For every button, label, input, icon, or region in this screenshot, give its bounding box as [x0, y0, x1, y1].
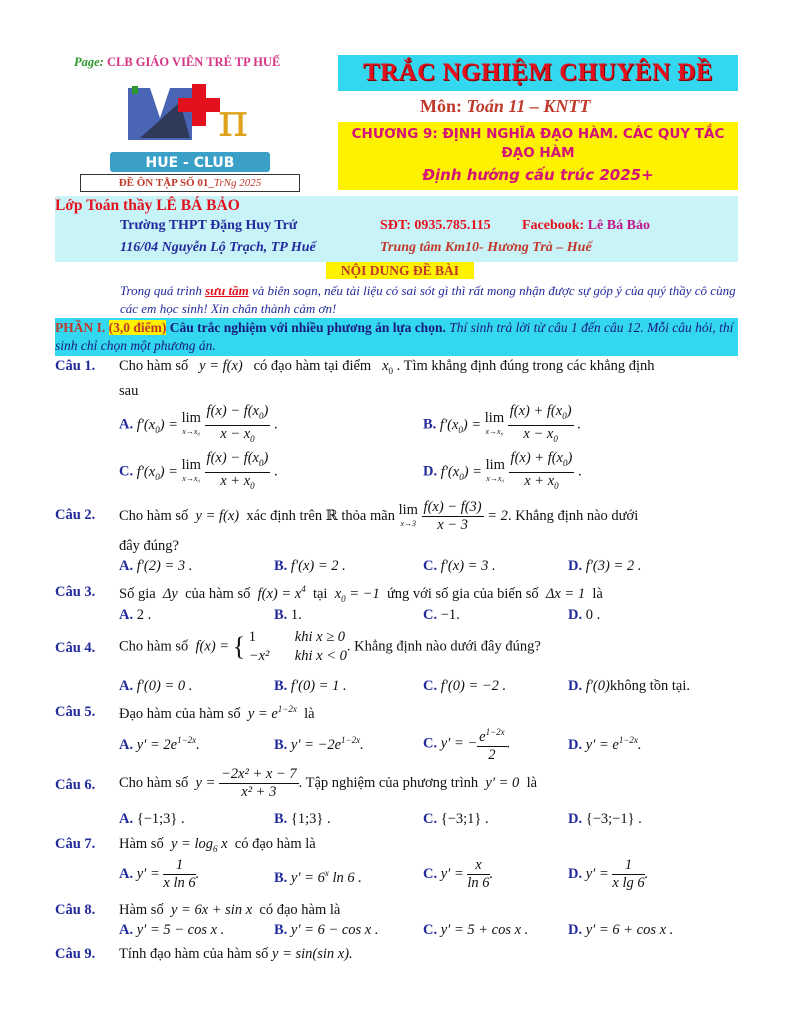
phone-number: SĐT: 0935.785.115 [380, 218, 491, 233]
question-text: Số gia Δy của hàm số $f(x) = x^4$ tại $x_0 = -1$ ứng với số gia của biến số Δx = 1 là [119, 584, 603, 604]
answer-option[interactable]: C. y′ = − $\frac{e^{1-2x}}{2}$ . [423, 724, 510, 764]
answer-option[interactable]: C. f′(0) = −2 . [423, 678, 507, 694]
subject-name: Toán 11 – KNTT [466, 96, 591, 116]
question-text: Cho hàm số f(x) = { 1 khi x ≥ 0 −x² khi x < 0 . Khẳng định nào dưới đây đúng? [119, 629, 541, 664]
answer-option[interactable]: B. f′(0) = 1 . [274, 678, 347, 694]
answer-option[interactable]: B. {1;3} . [274, 811, 331, 827]
answer-option[interactable]: D. f′(3) = 2 . [568, 558, 642, 574]
answer-option[interactable]: A. 2 . [119, 607, 152, 623]
page-prefix: Page: [74, 55, 104, 69]
part-one-header [55, 318, 738, 356]
question-number: Câu 5. [55, 704, 96, 720]
intro-after: và biên soạn, nếu tài liệu có sai sót gì thì rất mong nhận được sự góp ý của quý thầy cô cùng các em học sinh! Xin chân thành cảm ơn! [120, 283, 736, 316]
exam-author: TrNg 2025 [213, 177, 262, 189]
answer-option[interactable]: C. {−3;1} . [423, 811, 489, 827]
question-text-cont: đây đúng? [119, 538, 179, 554]
answer-option[interactable]: A. $f'(x_0) = \lim$ x→x₀ $\frac{f(x) - f(x_0)}{x - x_0}$ . [119, 403, 278, 444]
answer-option[interactable]: A. y′ = $\frac{1}{\text{x ln 6}}$ . [119, 857, 200, 891]
answer-option[interactable]: A. f′(0) = 0 . [119, 678, 193, 694]
answer-option[interactable]: C. y′ = 5 + cos x . [423, 922, 529, 938]
question-text: Cho hàm số y = f(x) xác định trên ℝ thỏa mãn lim x→3 $\frac{f(x) - f(3)}{x - 3}$ = 2. Khẳng định nào dưới [119, 499, 639, 533]
question-number: Câu 6. [55, 777, 96, 793]
answer-option[interactable]: A. $y' = 2e^{1-2x}$. [119, 735, 200, 753]
content-title: NỘI DUNG ĐỀ BÀI [326, 262, 474, 279]
question-text: Cho hàm số y = f(x) có đạo hàm tại điểm $x_0$ . Tìm khẳng định đúng trong các khẳng định [119, 358, 655, 376]
question-text: Hàm số $y = \log_6 x$ có đạo hàm là [119, 836, 316, 854]
logo-text: HUE - CLUB [145, 155, 235, 171]
answer-option[interactable]: B. 1. [274, 607, 302, 623]
page-label [74, 55, 280, 70]
answer-option[interactable]: B. f′(x) = 2 . [274, 558, 346, 574]
learning-center: Trung tâm Km10- Hương Trà – Huế [380, 240, 592, 255]
teacher-name: Lớp Toán thầy LÊ BÁ BẢO [55, 197, 240, 214]
question-number: Câu 1. [55, 358, 96, 374]
intro-paragraph [120, 282, 738, 318]
answer-option[interactable]: D. 0 . [568, 607, 601, 623]
question-number: Câu 8. [55, 902, 96, 918]
answer-option[interactable]: B. $y' = 6^x$ ln 6 . [274, 868, 362, 886]
answer-option[interactable]: D. f′(0)không tồn tại. [568, 678, 690, 694]
part-score: (3,0 điểm) [108, 320, 167, 335]
question-number: Câu 2. [55, 507, 96, 523]
facebook-info [522, 218, 650, 234]
chapter-title: CHƯƠNG 9: ĐỊNH NGHĨA ĐẠO HÀM. CÁC QUY TẮC ĐẠO HÀM [351, 126, 725, 161]
facebook-label: Facebook: [522, 218, 585, 233]
answer-option[interactable]: D. $f'(x_0) = \lim$ x→x₀ $\frac{f(x) + f(x_0)}{x + x_0}$ . [423, 450, 582, 491]
question-text-cont: sau [119, 383, 139, 399]
question-number: Câu 7. [55, 836, 96, 852]
address: 116/04 Nguyễn Lộ Trạch, TP Huế [120, 240, 316, 255]
subject-label: Môn: [420, 96, 462, 116]
answer-option[interactable]: A. y′ = 5 − cos x . [119, 922, 225, 938]
question-number: Câu 9. [55, 946, 96, 962]
part-label: PHẦN I. [55, 320, 106, 335]
intro-highlight: sưu tầm [205, 283, 249, 298]
answer-option[interactable]: D. {−3;−1} . [568, 811, 642, 827]
answer-option[interactable]: B. $f'(x_0) = \lim$ x→x₀ $\frac{f(x) + f(x_0)}{x - x_0}$ . [423, 403, 581, 444]
answer-option[interactable]: D. $y' = e^{1-2x}$. [568, 735, 642, 753]
question-number: Câu 4. [55, 640, 96, 656]
exam-code: ĐỀ ÔN TẬP SỐ 01_ [118, 177, 214, 189]
club-logo [110, 78, 270, 176]
answer-option[interactable]: C. −1. [423, 607, 460, 623]
chapter-box [338, 122, 738, 190]
direction-line: Định hướng cấu trúc 2025+ [422, 166, 654, 184]
answer-option[interactable]: B. y′ = 6 − cos x . [274, 922, 379, 938]
exam-code-box [80, 174, 300, 192]
answer-option[interactable]: B. $y' = -2e^{1-2x}$. [274, 735, 364, 753]
question-text: Hàm số y = 6x + sin x có đạo hàm là [119, 902, 341, 918]
question-text: Tính đạo hàm của hàm số y = sin(sin x). [119, 946, 353, 962]
answer-option[interactable]: A. f′(2) = 3 . [119, 558, 193, 574]
page-name: CLB GIÁO VIÊN TRẺ TP HUẾ [106, 55, 281, 69]
answer-option[interactable]: C. $f'(x_0) = \lim$ x→x₀ $\frac{f(x) - f(x_0)}{x + x_0}$ . [119, 450, 278, 491]
question-number: Câu 3. [55, 584, 96, 600]
question-text: Cho hàm số y = $\frac{\text{−2x² + x − 7}}{\text{x² + 3}}$ . Tập nghiệm của phương trình y′ = 0 là [119, 766, 538, 800]
document-title: TRẮC NGHIỆM CHUYÊN ĐỀ [338, 55, 738, 91]
answer-option[interactable]: D. y′ = $\frac{1}{\text{x lg 6}}$ . [568, 857, 649, 891]
intro-before: Trong quá trình [120, 283, 206, 298]
part-note: Thí sinh trả lời từ câu 1 đến câu 12. Mỗi câu hỏi, thí sinh chỉ chọn một phương án. [55, 320, 734, 353]
answer-option[interactable]: A. {−1;3} . [119, 811, 185, 827]
question-text: Đạo hàm của hàm số $y = e^{1-2x}$ là [119, 704, 315, 722]
answer-option[interactable]: D. y′ = 6 + cos x . [568, 922, 674, 938]
answer-option[interactable]: C. f′(x) = 3 . [423, 558, 496, 574]
subject-line [420, 96, 590, 117]
school-name: Trường THPT Đặng Huy Trứ [120, 218, 298, 233]
part-heading: Câu trắc nghiệm với nhiều phương án lựa chọn. [169, 320, 446, 335]
answer-option[interactable]: C. y′ = $\frac{x}{\ln 6}$ . [423, 857, 494, 891]
facebook-name: Lê Bá Bảo [587, 218, 650, 233]
svg-text:π: π [218, 93, 249, 147]
